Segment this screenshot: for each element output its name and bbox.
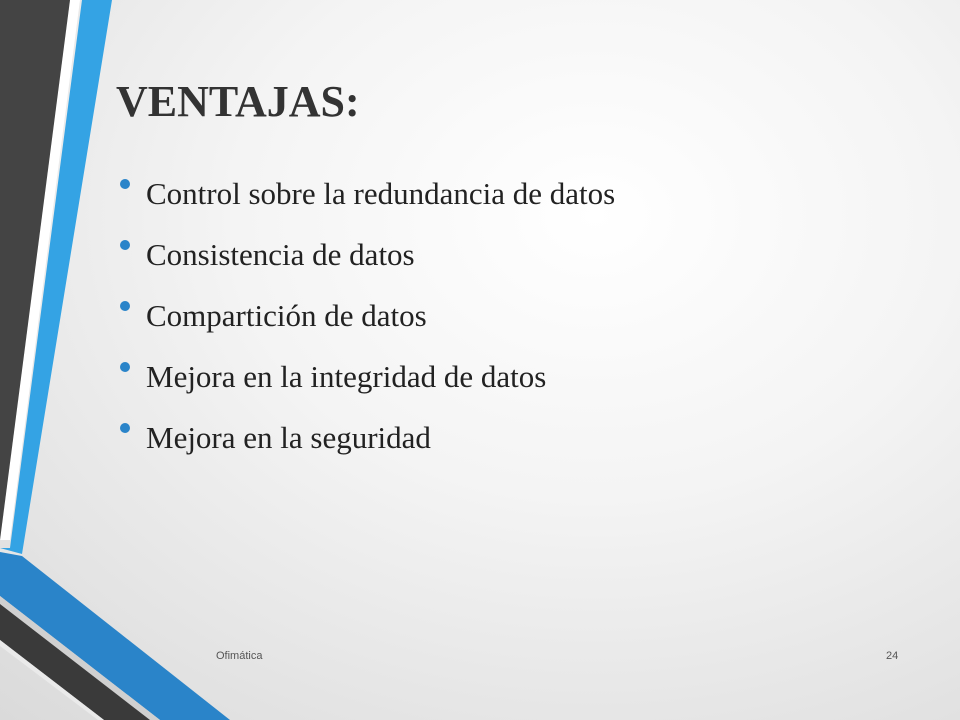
bullet-text: Mejora en la seguridad <box>146 420 431 455</box>
footer-text: Ofimática <box>216 650 263 662</box>
bullet-text: Compartición de datos <box>146 298 427 333</box>
bullet-dot-icon <box>120 240 130 250</box>
bullet-dot-icon <box>120 301 130 311</box>
bullet-text: Control sobre la redundancia de datos <box>146 176 616 211</box>
bullet-dot-icon <box>120 423 130 433</box>
bullet-text: Consistencia de datos <box>146 237 415 272</box>
slide-title: VENTAJAS: <box>116 77 360 126</box>
bullet-dot-icon <box>120 179 130 189</box>
bullet-text: Mejora en la integridad de datos <box>146 359 547 394</box>
bullet-dot-icon <box>120 362 130 372</box>
page-number: 24 <box>886 650 899 662</box>
